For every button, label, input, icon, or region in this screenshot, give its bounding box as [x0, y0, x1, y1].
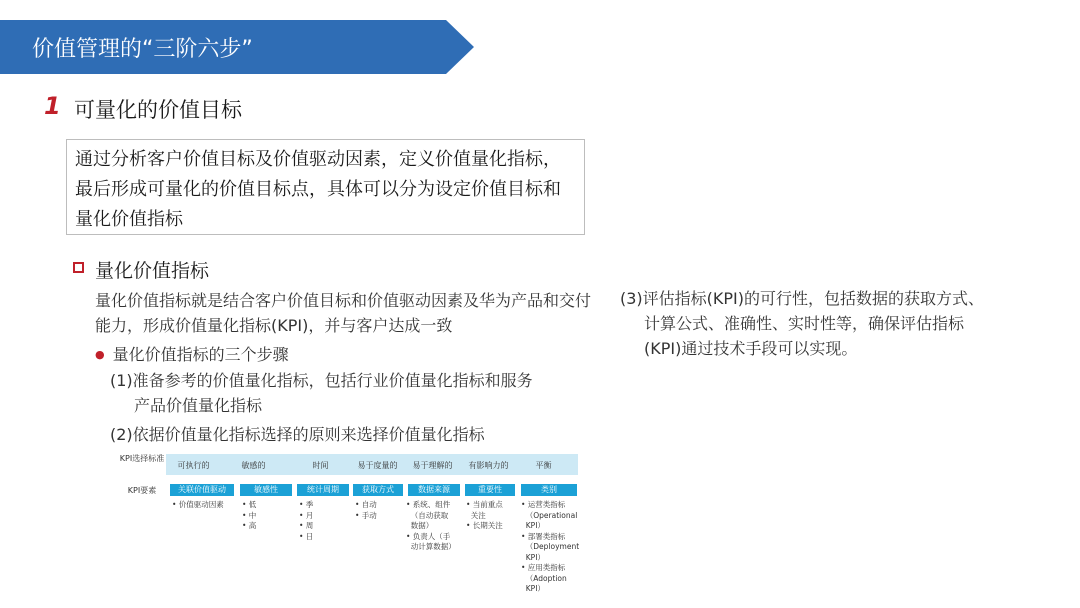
kpi-element-items: • 低 • 中 • 高: [242, 500, 257, 530]
steps-heading-text: 量化价值指标的三个步骤: [112, 345, 289, 364]
kpi-element-items: • 系统、组件 （自动获取 数据） • 负责人（手 动计算数据）: [406, 500, 456, 551]
subsection-description: 量化价值指标就是结合客户价值目标和价值驱动因素及华为产品和交付能力，形成价值量化指标(KPI)，并与客户达成一致: [95, 291, 592, 335]
kpi-criterion: 有影响力的: [468, 461, 509, 470]
kpi-element-tag: 类别: [521, 484, 577, 496]
kpi-criterion: 可执行的: [177, 461, 210, 470]
dot-bullet-icon: ●: [95, 348, 105, 361]
kpi-element-items: • 价值驱动因素: [172, 500, 224, 509]
step-1-line-1: (1)准备参考的价值量化指标，包括行业价值量化指标和服务: [110, 371, 533, 390]
kpi-element-items: • 当前重点 关注 • 长期关注: [466, 500, 503, 530]
kpi-criterion: 易于度量的: [357, 461, 398, 470]
page-title: 价值管理的“三阶六步”: [32, 37, 253, 62]
step-2: (2)依据价值量化指标选择的原则来选择价值量化指标: [110, 425, 485, 444]
kpi-element-tag: 敏感性: [240, 484, 292, 496]
step-3-line-1: (3)评估指标(KPI)的可行性，包括数据的获取方式、: [620, 289, 985, 308]
section-number: 1: [44, 92, 61, 120]
kpi-criterion: 易于理解的: [412, 461, 453, 470]
step-1: [110, 368, 590, 418]
steps-heading: [95, 342, 289, 365]
kpi-table-figure: [118, 450, 580, 598]
step-3: [620, 286, 1040, 361]
kpi-element-tag: 统计周期: [297, 484, 349, 496]
square-bullet-icon: [73, 262, 84, 273]
kpi-element-tag: 关联价值驱动: [170, 484, 234, 496]
kpi-element-items: • 自动 • 手动: [355, 500, 377, 520]
kpi-element-items: • 季 • 月 • 周 • 日: [299, 500, 314, 541]
step-1-line-2: 产品价值量化指标: [134, 396, 263, 415]
kpi-element-tag: 数据来源: [408, 484, 460, 496]
title-banner: [0, 20, 474, 74]
subsection-title: 量化价值指标: [95, 260, 210, 282]
kpi-element-items: • 运营类指标 （Operational KPI） • 部署类指标 （Deployment KPI） • 应用类指标 （Adoption KPI）: [521, 500, 580, 593]
kpi-row-label-elements: KPI要素: [127, 486, 157, 495]
kpi-criterion: 时间: [312, 461, 329, 470]
summary-box: 通过分析客户价值目标及价值驱动因素，定义价值量化指标，最后形成可量化的价值目标点，具体可以分为设定价值目标和量化价值指标: [66, 139, 585, 235]
kpi-row-label-criteria: KPI选择标准: [119, 454, 165, 463]
kpi-criterion: 平衡: [535, 461, 552, 470]
kpi-element-tag: 重要性: [465, 484, 515, 496]
kpi-criterion: 敏感的: [241, 461, 266, 470]
step-3-line-2: 计算公式、准确性、实时性等，确保评估指标: [644, 314, 965, 333]
kpi-element-tag: 获取方式: [353, 484, 403, 496]
section-title: 可量化的价值目标: [74, 98, 242, 122]
step-3-line-3: (KPI)通过技术手段可以实现。: [644, 339, 858, 358]
